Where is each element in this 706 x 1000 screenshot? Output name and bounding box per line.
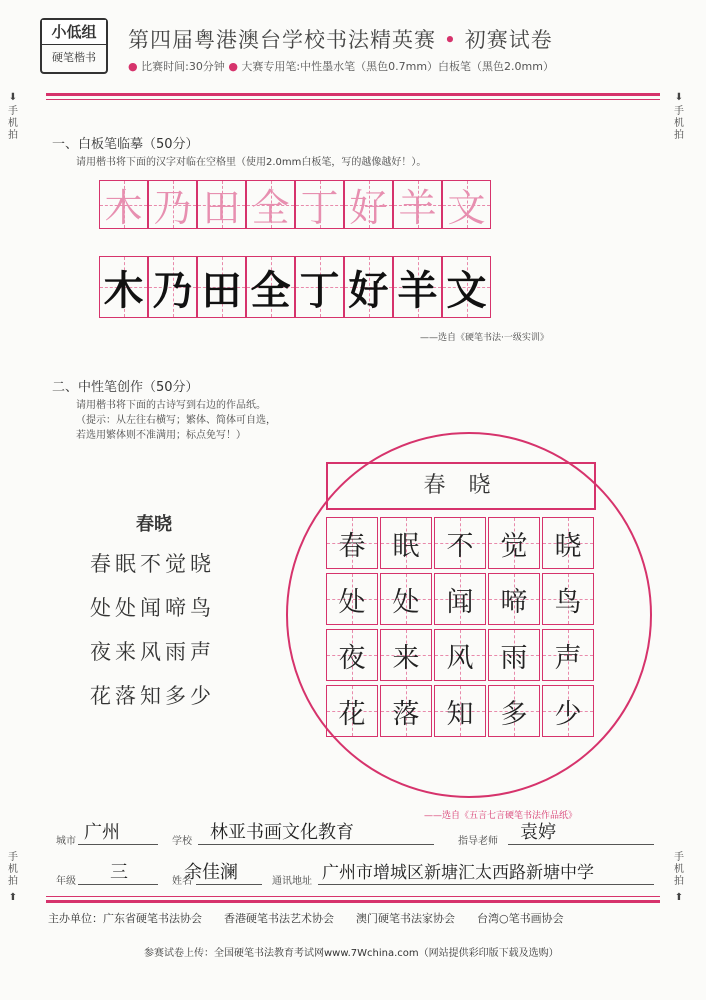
work-cell[interactable]: 觉 [488, 517, 540, 569]
grade-field[interactable]: 三 [110, 862, 128, 883]
work-cell[interactable]: 眠 [380, 517, 432, 569]
teacher-field[interactable]: 袁婷 [520, 822, 556, 843]
model-cell: 田 [197, 180, 246, 229]
city-field[interactable]: 广州 [84, 822, 120, 843]
badge-style: 硬笔楷书 [52, 51, 96, 64]
model-cell: 文 [442, 180, 491, 229]
work-cell[interactable]: 多 [488, 685, 540, 737]
model-cell: 丁 [295, 180, 344, 229]
side-text-right-bottom: 手机拍 [674, 852, 684, 887]
side-text-right-top: 手机拍 [674, 106, 684, 141]
exam-info [128, 58, 554, 74]
written-cell[interactable]: 全 [246, 256, 295, 318]
work-cell[interactable]: 春 [326, 517, 378, 569]
title-tail: 初赛试卷 [464, 28, 553, 52]
work-title: 春 晓 [326, 462, 596, 510]
paper-title [128, 24, 553, 54]
written-cell[interactable]: 好 [344, 256, 393, 318]
written-grid [99, 256, 491, 318]
teacher-label: 指导老师 [458, 836, 498, 847]
pen-label: 大赛专用笔:中性墨水笔（黑色0.7mm）白板笔（黑色2.0mm） [241, 60, 554, 73]
model-cell: 羊 [393, 180, 442, 229]
grade-underline [78, 884, 158, 885]
teacher-underline [508, 844, 654, 845]
model-cell: 乃 [148, 180, 197, 229]
model-cell: 好 [344, 180, 393, 229]
work-cell[interactable]: 夜 [326, 629, 378, 681]
school-underline [198, 844, 434, 845]
section2-source: ——选自《五言七言硬笔书法作品纸》 [424, 811, 578, 821]
work-cell[interactable]: 鸟 [542, 573, 594, 625]
footer-rule [46, 900, 660, 903]
poem-line: 花落知多少 [90, 684, 215, 708]
work-cell[interactable]: 风 [434, 629, 486, 681]
school-label: 学校 [172, 836, 192, 847]
written-cell[interactable]: 丁 [295, 256, 344, 318]
written-cell[interactable]: 乃 [148, 256, 197, 318]
section2-instructions: 请用楷书将下面的古诗写到右边的作品纸。 （提示：从左往右横写；繁体、简体可自选， 若选用繁体则不准满用；标点免写！） [76, 400, 276, 441]
upload-info: 参赛试卷上传：全国硬笔书法教育考试网www.7Wchina.com（网站提供彩印版下载及选购） [144, 948, 559, 959]
poem-title: 春晓 [136, 514, 172, 535]
camera-icon: ⬇ [674, 92, 684, 103]
name-underline [196, 884, 262, 885]
poem-line: 处处闻啼鸟 [90, 596, 215, 620]
section1-source: ——选自《硬笔书法·一级实训》 [420, 333, 549, 343]
city-underline [78, 844, 158, 845]
time-label: 比赛时间:30分钟 [141, 60, 225, 73]
address-underline [318, 884, 654, 885]
model-cell: 木 [99, 180, 148, 229]
school-field[interactable]: 林亚书画文化教育 [210, 822, 354, 843]
written-cell[interactable]: 羊 [393, 256, 442, 318]
poem-line: 夜来风雨声 [90, 640, 215, 664]
work-cell[interactable]: 处 [326, 573, 378, 625]
written-cell[interactable]: 木 [99, 256, 148, 318]
organizers: 主办单位：广东省硬笔书法协会 香港硬笔书法艺术协会 澳门硬笔书法家协会 台湾○笔书画协会 [48, 912, 564, 925]
badge-group: 小低组 [42, 20, 106, 45]
model-grid [99, 180, 491, 229]
title-separator: • [443, 28, 458, 52]
work-cell[interactable]: 花 [326, 685, 378, 737]
title-main: 第四届粤港澳台学校书法精英赛 [128, 28, 436, 52]
bullet-icon: ● [128, 60, 138, 73]
work-cell[interactable]: 闻 [434, 573, 486, 625]
side-text-left-top: 手机拍 [8, 106, 18, 141]
work-cell[interactable]: 不 [434, 517, 486, 569]
poem-line: 春眠不觉晓 [90, 552, 215, 576]
written-cell[interactable]: 田 [197, 256, 246, 318]
work-cell[interactable]: 少 [542, 685, 594, 737]
header-rule [46, 93, 660, 96]
work-cell[interactable]: 声 [542, 629, 594, 681]
camera-icon: ⬆ [8, 892, 18, 903]
work-cell[interactable]: 晓 [542, 517, 594, 569]
bullet-icon: ● [228, 60, 238, 73]
written-cell[interactable]: 文 [442, 256, 491, 318]
address-field[interactable]: 广州市增城区新塘汇太西路新塘中学 [322, 863, 594, 883]
address-label: 通讯地址 [272, 876, 312, 887]
work-cell[interactable]: 来 [380, 629, 432, 681]
city-label: 城市 [56, 836, 76, 847]
section1-instruction: 请用楷书将下面的汉字对临在空格里（使用2.0mm白板笔，写的越像越好！）。 [76, 157, 427, 168]
work-cell[interactable]: 啼 [488, 573, 540, 625]
work-grid [326, 517, 596, 741]
footer-rule-thin [46, 896, 660, 897]
section1-heading: 一、白板笔临摹（50分） [52, 137, 199, 152]
camera-icon: ⬇ [8, 92, 18, 103]
section2-heading: 二、中性笔创作（50分） [52, 380, 199, 395]
work-cell[interactable]: 落 [380, 685, 432, 737]
work-cell[interactable]: 知 [434, 685, 486, 737]
name-field[interactable]: 余佳澜 [184, 862, 238, 883]
side-text-left-bottom: 手机拍 [8, 852, 18, 887]
work-cell[interactable]: 处 [380, 573, 432, 625]
grade-label: 年级 [56, 876, 76, 887]
model-cell: 全 [246, 180, 295, 229]
work-cell[interactable]: 雨 [488, 629, 540, 681]
header-rule-thin [46, 99, 660, 100]
camera-icon: ⬆ [674, 892, 684, 903]
name-label: 姓名 [172, 876, 192, 887]
group-badge [40, 18, 108, 74]
